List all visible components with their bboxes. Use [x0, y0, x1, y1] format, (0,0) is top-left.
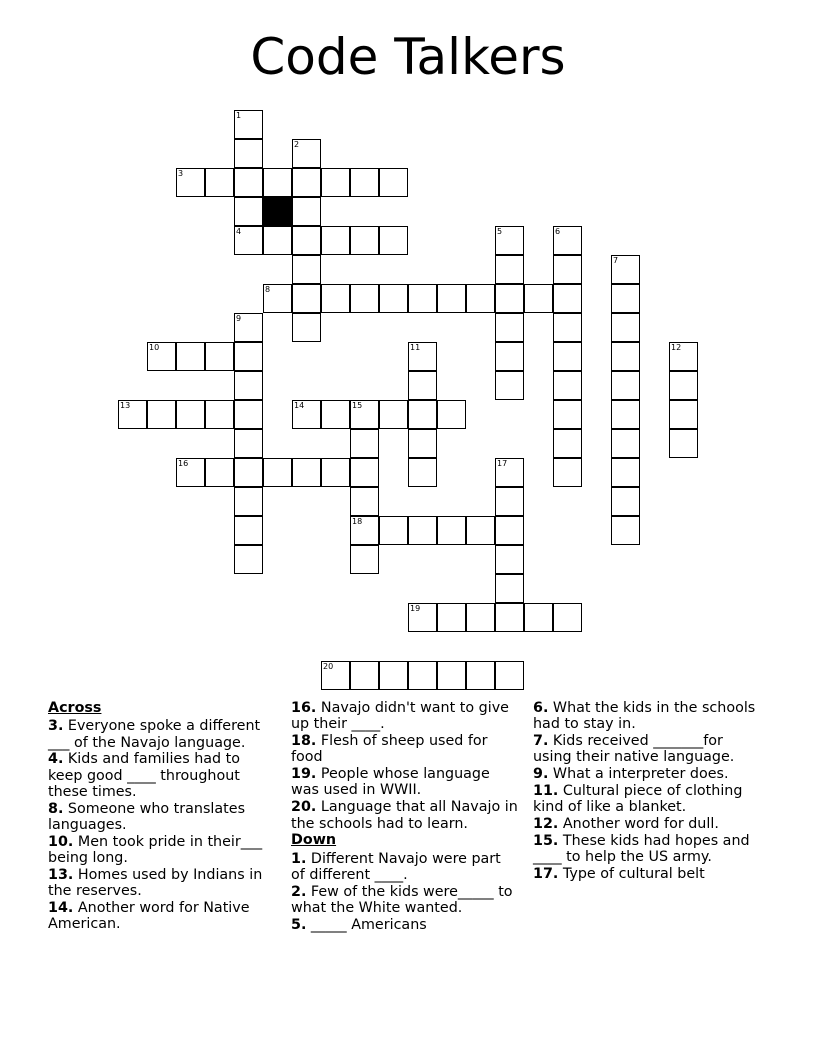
grid-cell[interactable] [292, 400, 321, 429]
clue-number-label: 14. [48, 900, 74, 917]
clues-column-3 [533, 700, 761, 883]
grid-cell[interactable] [379, 226, 408, 255]
grid-cell[interactable] [292, 458, 321, 487]
grid-cell[interactable] [234, 516, 263, 545]
clue-text: Different Navajo were part of different ____. [291, 850, 501, 883]
grid-cell[interactable] [495, 661, 524, 690]
grid-cell[interactable] [495, 487, 524, 516]
clue-number-label: 16. [291, 700, 317, 716]
clue-number: 19 [410, 604, 421, 613]
clue-number: 1 [236, 111, 242, 120]
clue-number-label: 19. [291, 766, 317, 783]
clue-number-label: 7. [533, 733, 549, 750]
grid-cell[interactable] [350, 545, 379, 574]
grid-cell[interactable] [611, 342, 640, 371]
grid-cell[interactable] [669, 342, 698, 371]
grid-cell[interactable] [524, 603, 553, 632]
grid-cell[interactable] [321, 661, 350, 690]
grid-cell[interactable] [321, 458, 350, 487]
across-clue-list [48, 718, 276, 932]
clue [48, 867, 276, 900]
clue-number: 9 [236, 314, 242, 323]
clue [48, 718, 276, 751]
grid-cell[interactable] [205, 342, 234, 371]
down-clue-list [291, 851, 519, 933]
grid-cell[interactable] [611, 400, 640, 429]
clue-number: 12 [671, 343, 682, 352]
clue-text: Kids received _______for using their native language. [533, 733, 735, 766]
grid-cell[interactable] [408, 458, 437, 487]
grid-cell[interactable] [234, 139, 263, 168]
grid-cell[interactable] [495, 226, 524, 255]
grid-cell[interactable] [408, 661, 437, 690]
across-clue-list-continued [291, 700, 519, 832]
grid-cell[interactable] [408, 342, 437, 371]
clue [48, 801, 276, 834]
clues-column-1 [48, 700, 276, 933]
clue-number: 6 [555, 227, 561, 236]
grid-cell[interactable] [495, 574, 524, 603]
grid-cell[interactable] [263, 226, 292, 255]
clue [533, 783, 761, 816]
grid-cell[interactable] [205, 400, 234, 429]
grid-cell[interactable] [379, 168, 408, 197]
grid-cell[interactable] [234, 400, 263, 429]
clue-number-label: 4. [48, 751, 64, 768]
grid-cell[interactable] [495, 603, 524, 632]
grid-cell[interactable] [263, 458, 292, 487]
grid-cell[interactable] [495, 516, 524, 545]
clue-number-label: 9. [533, 766, 549, 783]
clue [533, 700, 761, 733]
clue-number-label: 6. [533, 700, 549, 716]
grid-cell[interactable] [553, 313, 582, 342]
grid-cell[interactable] [553, 342, 582, 371]
grid-cell[interactable] [321, 400, 350, 429]
clue-text: Homes used by Indians in the reserves. [48, 866, 263, 900]
grid-cell[interactable] [147, 342, 176, 371]
grid-cell[interactable] [176, 168, 205, 197]
clue-number: 4 [236, 227, 242, 236]
clue-number: 20 [323, 662, 334, 671]
clue [291, 700, 519, 733]
grid-cell[interactable] [379, 400, 408, 429]
grid-cell[interactable] [466, 603, 495, 632]
grid-cell[interactable] [437, 661, 466, 690]
grid-cell[interactable] [437, 516, 466, 545]
grid-cell[interactable] [408, 429, 437, 458]
clue-text: What the kids in the schools had to stay in. [533, 700, 756, 733]
black-square [263, 197, 292, 226]
clues-column-2 [291, 700, 519, 934]
clue-text: Navajo didn't want to give up their ____. [291, 700, 509, 733]
clue-number: 13 [120, 401, 131, 410]
grid-cell[interactable] [292, 168, 321, 197]
grid-cell[interactable] [437, 603, 466, 632]
grid-cell[interactable] [234, 226, 263, 255]
grid-cell[interactable] [321, 168, 350, 197]
grid-cell[interactable] [495, 545, 524, 574]
clue [533, 866, 761, 882]
grid-cell[interactable] [321, 284, 350, 313]
clue-text: _____ Americans [306, 916, 427, 933]
grid-cell[interactable] [205, 168, 234, 197]
grid-cell[interactable] [669, 429, 698, 458]
clue [291, 851, 519, 884]
grid-cell[interactable] [669, 400, 698, 429]
grid-cell[interactable] [176, 400, 205, 429]
grid-cell[interactable] [263, 284, 292, 313]
grid-cell[interactable] [611, 255, 640, 284]
clue-number-label: 13. [48, 866, 74, 883]
grid-cell[interactable] [234, 342, 263, 371]
clue-number: 3 [178, 169, 184, 178]
across-heading: Across [48, 700, 102, 716]
grid-cell[interactable] [234, 545, 263, 574]
grid-cell[interactable] [553, 400, 582, 429]
down-heading: Down [291, 832, 337, 849]
clue-number: 10 [149, 343, 160, 352]
grid-cell[interactable] [495, 284, 524, 313]
grid-cell[interactable] [611, 284, 640, 313]
clue [533, 766, 761, 782]
clue-number-label: 10. [48, 833, 74, 850]
grid-cell[interactable] [292, 139, 321, 168]
clue-number-label: 17. [533, 865, 559, 882]
grid-cell[interactable] [292, 255, 321, 284]
grid-cell[interactable] [466, 661, 495, 690]
grid-cell[interactable] [495, 313, 524, 342]
clue [291, 766, 519, 799]
clue-number-label: 15. [533, 832, 559, 849]
clue-number-label: 1. [291, 850, 307, 867]
grid-cell[interactable] [234, 168, 263, 197]
grid-cell[interactable] [350, 661, 379, 690]
clue [533, 816, 761, 832]
clue-number: 2 [294, 140, 300, 149]
clue [48, 900, 276, 933]
grid-cell[interactable] [553, 255, 582, 284]
clue-number: 7 [613, 256, 619, 265]
grid-cell[interactable] [553, 458, 582, 487]
grid-cell[interactable] [611, 313, 640, 342]
clue-text: Cultural piece of clothing kind of like a blanket. [533, 782, 743, 816]
grid-cell[interactable] [669, 371, 698, 400]
clue-number-label: 5. [291, 916, 307, 933]
grid-cell[interactable] [234, 313, 263, 342]
grid-cell[interactable] [466, 516, 495, 545]
grid-cell[interactable] [553, 603, 582, 632]
grid-cell[interactable] [118, 400, 147, 429]
clue-text: Language that all Navajo in the schools had to learn. [291, 799, 518, 832]
clue-text: Another word for dull. [558, 816, 719, 833]
grid-cell[interactable] [234, 110, 263, 139]
grid-cell[interactable] [553, 226, 582, 255]
puzzle-title: Code Talkers [250, 28, 566, 86]
grid-cell[interactable] [553, 429, 582, 458]
grid-cell[interactable] [553, 284, 582, 313]
clue-text: Another word for Native American. [48, 900, 250, 933]
clue-text: Type of cultural belt [558, 865, 705, 882]
grid-cell[interactable] [292, 226, 321, 255]
clue [291, 884, 519, 917]
clue [533, 733, 761, 766]
grid-cell[interactable] [466, 284, 495, 313]
grid-cell[interactable] [611, 429, 640, 458]
grid-cell[interactable] [350, 458, 379, 487]
grid-cell[interactable] [350, 284, 379, 313]
clue-text: Kids and families had to keep good ____ throughout these times. [48, 751, 241, 800]
grid-cell[interactable] [611, 371, 640, 400]
clue-text: Everyone spoke a different ___ of the Navajo language. [48, 718, 261, 751]
grid-cell[interactable] [495, 458, 524, 487]
grid-cell[interactable] [350, 226, 379, 255]
grid-cell[interactable] [553, 371, 582, 400]
grid-cell[interactable] [176, 342, 205, 371]
grid-cell[interactable] [234, 197, 263, 226]
grid-cell[interactable] [234, 487, 263, 516]
clue-text: Flesh of sheep used for food [291, 733, 488, 766]
grid-cell[interactable] [350, 168, 379, 197]
grid-cell[interactable] [379, 516, 408, 545]
clue-text: Men took pride in their___ being long. [48, 833, 263, 867]
grid-cell[interactable] [524, 284, 553, 313]
clue [291, 799, 519, 832]
grid-cell[interactable] [408, 371, 437, 400]
clue-number: 5 [497, 227, 503, 236]
clue-number: 17 [497, 459, 508, 468]
down-clue-list-continued [533, 700, 761, 882]
clue-text: What a interpreter does. [548, 766, 729, 783]
clue-number: 16 [178, 459, 189, 468]
grid-cell[interactable] [234, 429, 263, 458]
grid-cell[interactable] [292, 284, 321, 313]
clue [48, 834, 276, 867]
grid-cell[interactable] [495, 342, 524, 371]
clue-number: 14 [294, 401, 305, 410]
grid-cell[interactable] [495, 255, 524, 284]
clue-text: People whose language was used in WWII. [291, 766, 490, 799]
grid-cell[interactable] [408, 284, 437, 313]
grid-cell[interactable] [350, 516, 379, 545]
grid-cell[interactable] [292, 197, 321, 226]
clue [533, 833, 761, 866]
grid-cell[interactable] [611, 458, 640, 487]
grid-cell[interactable] [321, 226, 350, 255]
clue-number-label: 11. [533, 782, 559, 799]
grid-cell[interactable] [611, 487, 640, 516]
clue-number-label: 3. [48, 718, 64, 735]
clue-number-label: 20. [291, 799, 317, 816]
clue-number: 8 [265, 285, 271, 294]
clue-number-label: 2. [291, 883, 307, 900]
grid-cell[interactable] [437, 400, 466, 429]
clue-number-label: 8. [48, 800, 64, 817]
grid-cell[interactable] [147, 400, 176, 429]
grid-cell[interactable] [350, 400, 379, 429]
grid-cell[interactable] [408, 516, 437, 545]
grid-cell[interactable] [176, 458, 205, 487]
clue-number-label: 18. [291, 733, 317, 750]
grid-cell[interactable] [205, 458, 234, 487]
clue-number-label: 12. [533, 816, 559, 833]
grid-cell[interactable] [611, 516, 640, 545]
grid-cell[interactable] [408, 400, 437, 429]
clue [291, 917, 519, 933]
clue-number: 15 [352, 401, 363, 410]
clue-text: Someone who translates languages. [48, 800, 246, 834]
grid-cell[interactable] [350, 487, 379, 516]
grid-cell[interactable] [234, 458, 263, 487]
grid-cell[interactable] [437, 284, 466, 313]
grid-cell[interactable] [379, 661, 408, 690]
clue-number: 18 [352, 517, 363, 526]
clue-number: 11 [410, 343, 421, 352]
clue-text: These kids had hopes and ____ to help the US army. [533, 832, 750, 866]
grid-cell[interactable] [292, 313, 321, 342]
grid-cell[interactable] [408, 603, 437, 632]
clue-text: Few of the kids were_____ to what the White wanted. [291, 883, 513, 917]
grid-cell[interactable] [263, 168, 292, 197]
grid-cell[interactable] [234, 371, 263, 400]
clue [291, 733, 519, 766]
grid-cell[interactable] [495, 371, 524, 400]
grid-cell[interactable] [350, 429, 379, 458]
grid-cell[interactable] [379, 284, 408, 313]
clue [48, 751, 276, 800]
